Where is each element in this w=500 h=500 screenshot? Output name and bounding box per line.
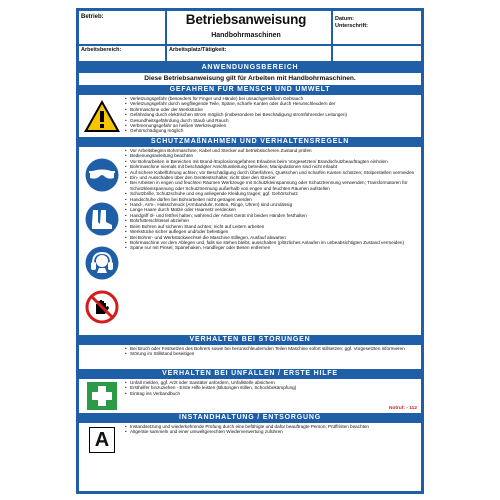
section-schutz [79, 147, 421, 335]
list-item: • Beim Bohren auf sicheren Stand achten; nicht auf Leitern arbeiten [125, 224, 419, 229]
section-heading-anwendung: ANWENDUNGSBEREICH [79, 63, 421, 73]
section-heading-schutz: SCHUTZMAßNAHMEN UND VERHALTENSREGELN [79, 137, 421, 147]
hearing-protection-icon [85, 246, 119, 280]
section-heading-instandhaltung: INSTANDHALTUNG / ENTSORGUNG [79, 413, 421, 423]
list-item: • Bei Bruch oder Festsetzen des Bohrers sowie bei herunschleudernden Teilen Maschine sofort stillsetzen; ggf. Vorgesetzten informieren [125, 346, 419, 351]
list-item: • Vor Arbeitsbeginn Bohrmaschine, Kabel und Stecker auf betriebssicheren Zustand prüfen [125, 148, 419, 153]
datum-block [335, 16, 368, 30]
page-subtitle: Handbohrmaschinen [211, 32, 281, 39]
list-item: • Vor Bohrarbeiten in Bereichen mit Brand-/Explosionsgefahren Erlaubnis beim Vorgesetzten/ Brandschutzbeauftragten einholen [125, 159, 419, 164]
schutz-list [125, 147, 421, 335]
list-item: • Altgeräte sammeln und einer umweltgerechten Wiederverwertung zuführen [125, 429, 419, 434]
section-heading-stoerungen: VERHALTEN BEI STÖRUNGEN [79, 335, 421, 345]
emergency-number: Notruf: - 112 [389, 406, 417, 411]
header-divider [165, 11, 167, 61]
document-header [79, 11, 421, 63]
safety-boots-icon [85, 202, 119, 236]
first-aid-icon [87, 382, 117, 410]
arbeitsplatz-label: Arbeitsplatz/Tätigkeit: [169, 47, 227, 53]
no-gloves-prohibition-icon [85, 290, 119, 324]
section-heading-gefahren: GEFAHREN FÜR MENSCH UND UMWELT [79, 85, 421, 95]
list-item: • Ein- und Ausschalten über den Gerätestschalter, nicht über den Stecker [125, 175, 419, 180]
list-item: • Bohrmaschine oder der Werkstücke [125, 107, 419, 112]
gefahren-list [125, 95, 421, 137]
stoerungen-list [125, 345, 421, 369]
eye-protection-icon [85, 158, 119, 192]
list-item: • Bohrmaschine vor dem Ablegen und, falls sie stehen bleibt, ausschalten (plötzliches Anlaufen im unbeabsichtigten Zustand vermeiden) [125, 240, 419, 245]
list-item: • Späne nur mit Pinsel, Spänehaken, Handfeger oder Besen entfernen [125, 245, 419, 250]
section-unfaelle [79, 379, 421, 413]
instandhaltung-list [125, 423, 421, 457]
disposal-sign-letter: A [94, 429, 110, 451]
list-item: • Verletzungsgefahr (besonders für Finger und Hände) bei unsachgemäßem Gebrauch [125, 96, 419, 101]
list-item: • Gehörschädigung möglich [125, 128, 419, 133]
list-item: • Instandsetzung und wiederkehrende Prüfung durch eine befähigte und dafür beauftragte Person; Prüffristen beachten [125, 424, 419, 429]
disposal-sign-icon [89, 427, 115, 453]
section-instandhaltung [79, 423, 421, 457]
list-item: • Bohrmaschine niemals mit beschädigter Anschlussleitung betreiben; Manipulationen sind nicht erlaubt [125, 164, 419, 169]
header-divider [331, 11, 333, 61]
header-divider [79, 44, 421, 46]
arbeitsbereich-label: Arbeitsbereich: [81, 47, 122, 53]
anwendung-text: Diese Betriebsanweisung gilt für Arbeiten mit Handbohrmaschinen. [144, 75, 356, 82]
betrieb-label: Betrieb: [81, 14, 104, 20]
list-item: • Bei Bohrer- und Werkstückwechsel die Maschine stillegen, Ausfauf abwarten [125, 235, 419, 240]
section-gefahren [79, 95, 421, 137]
list-item: • Verletzungsgefahr durch wegfliegende Teile, Späne, scharfe Kanten oder durch Herunschleudern der [125, 101, 419, 106]
list-item: • Verbrennungsgefahr an heißen Werkzeugteilen [125, 123, 419, 128]
list-item: • Schutzbrille, Schutzschuhe und eng anliegende Kleidung tragen; ggf. Gehörschutz [125, 191, 419, 196]
list-item: • Gesundheitsgefährdung durch Staub und Rauch [125, 118, 419, 123]
list-item: • Ersthelfer hinzuziehen - Erste Hilfe leisten (Blutungen stillen, Schockbekämpfung) [125, 385, 419, 390]
section-stoerungen [79, 345, 421, 369]
list-item: • Bei Arbeiten in engen und feuchten Räumen Werkzeuge mit Schutzkleinspannung oder Schutztrennung verwenden; Transformatoren für Schutzkleinspannung oder Schutztrennung außerhalb von engen und feuchten Räumen aufstellen [125, 180, 419, 191]
document-body [79, 11, 421, 491]
list-item: • Handschuhe dürfen bei Bohrarbeiten nicht getragen werden [125, 197, 419, 202]
list-item: • Eintrag ins Verbandbuch [125, 391, 419, 396]
datum-label: Datum: [335, 16, 354, 22]
list-item: • Lange Haare durch Mütze oder Haarnetz verdecken [125, 207, 419, 212]
list-item: • Unfall melden, ggf. Arzt oder Sanitäter anfordern, Unfallstelle absichern [125, 380, 419, 385]
list-item: • Störung im Stillstand beseitigen [125, 351, 419, 356]
page-title: Betriebsanweisung [185, 12, 307, 27]
section-heading-unfaelle: VERHALTEN BEI UNFÄLLEN / ERSTE HILFE [79, 369, 421, 379]
document-frame [76, 8, 424, 494]
unterschrift-label: Unterschrift: [335, 23, 369, 29]
list-item: • Gefährdung durch elektrischen Strom möglich (insbesondere bei Beschädigung stromführender Leitungen) [125, 112, 419, 117]
list-item: • Handgriff öl- und fettfrei halten; während der Arbeit Gerät mit beiden Händen festhalten [125, 213, 419, 218]
list-item: • Auf sichere Kabelführung achten; vor Beschädigung durch Überfahren, Quetschen und scharfen Kanten schützen; Stolperstellen vermeiden [125, 170, 419, 175]
list-item: • Hand-, Arm-, Halsschmuck (Armbanduhr, Ketten, Ringe, Uhren) sind unzulässig [125, 202, 419, 207]
unfaelle-list [125, 379, 421, 413]
list-item: • Werkstücke sicher auflegen und/oder befestigen [125, 229, 419, 234]
warning-triangle-icon [83, 99, 121, 133]
list-item: • Bohrfutterschlüssel abziehen [125, 218, 419, 223]
list-item: • Bedienungsanleitung beachten [125, 153, 419, 158]
